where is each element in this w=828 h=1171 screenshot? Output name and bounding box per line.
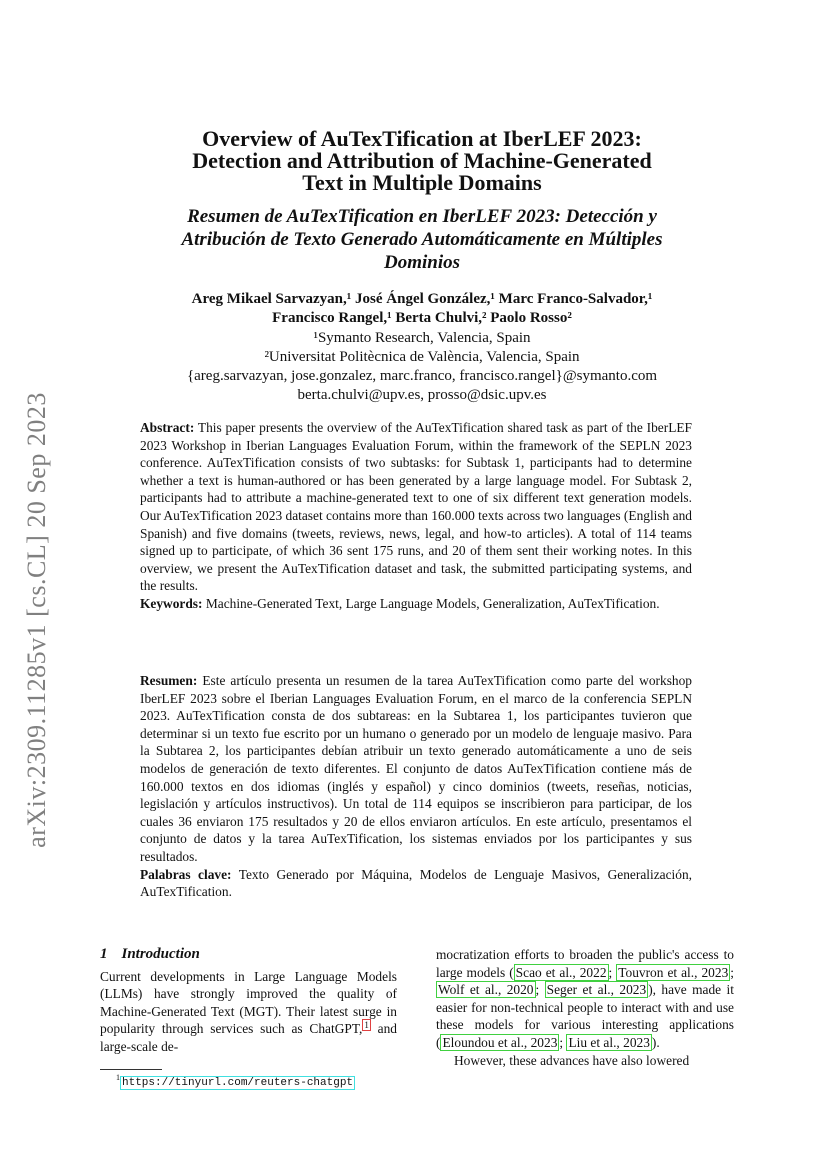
paper-subtitle bbox=[100, 205, 744, 274]
footnote-rule bbox=[100, 1069, 162, 1070]
palabras-clave-label: Palabras clave: bbox=[140, 866, 232, 882]
arxiv-sidebar bbox=[0, 0, 70, 1171]
abstract-label: Abstract: bbox=[140, 420, 195, 435]
intro-text: However, these advances have also lowered bbox=[454, 1052, 690, 1068]
email-line: {areg.sarvazyan, jose.gonzalez, marc.franco, francisco.rangel}@symanto.com bbox=[186, 368, 658, 384]
section-heading bbox=[100, 946, 397, 964]
abstract-block bbox=[140, 419, 692, 613]
resumen-block bbox=[140, 672, 692, 901]
intro-text: ), have made it easier for non-technical people to interact with and use these models for various interesting applications ( bbox=[436, 982, 734, 1050]
title-line: Detection and Attribution of Machine-Generated bbox=[192, 148, 652, 173]
footnote-mark: 1 bbox=[116, 1073, 120, 1082]
intro-left-column bbox=[100, 946, 397, 1056]
citation-link[interactable]: Touvron et al., 2023 bbox=[618, 964, 729, 980]
citation-link[interactable]: Wolf et al., 2020 bbox=[438, 982, 534, 998]
section-title: Introduction bbox=[121, 946, 200, 962]
intro-text: Current developments in Large Language Models (LLMs) have strongly improved the quality of Machine-Generated Text (MGT). Their latest surge in popularity through services such as ChatGPT, bbox=[100, 968, 397, 1037]
affiliations bbox=[100, 329, 744, 405]
arxiv-identifier: arXiv:2309.11285v1 [cs.CL] 20 Sep 2023 bbox=[22, 392, 51, 848]
authors-line: Areg Mikael Sarvazyan,¹ José Ángel González,¹ Marc Franco-Salvador,¹ bbox=[191, 291, 653, 307]
citation-link[interactable]: Seger et al., 2023 bbox=[546, 982, 647, 998]
author-list bbox=[100, 290, 744, 328]
resumen-label: Resumen: bbox=[140, 673, 198, 688]
citation-link[interactable]: Eloundou et al., 2023 bbox=[442, 1034, 558, 1050]
paper-title bbox=[100, 128, 744, 194]
subtitle-line: Dominios bbox=[383, 252, 461, 273]
affiliation: ¹Symanto Research, Valencia, Spain bbox=[313, 330, 531, 346]
email-line: berta.chulvi@upv.es, prosso@dsic.upv.es bbox=[297, 387, 547, 403]
subtitle-line: Resumen de AuTexTification en IberLEF 2023: Detección y bbox=[187, 206, 657, 227]
keywords-label: Keywords: bbox=[140, 595, 203, 611]
title-line: Text in Multiple Domains bbox=[302, 170, 542, 195]
keywords-text: Machine-Generated Text, Large Language Models, Generalization, AuTexTification. bbox=[205, 595, 660, 611]
abstract-text: This paper presents the overview of the AuTexTification shared task as part of the IberLEF 2023 Workshop in Iberian Languages Evaluation Forum, within the framework of the SEPLN 2023 conference. AuTexTification consists of two subtasks: for Subtask 1, participants had to determine whether a text is human-authored or has been generated by a large language model. For Subtask 2, participants had to attribute a machine-generated text to one of six different text generation models. Our AuTexTification 2023 dataset contains more than 160.000 texts across two languages (English and Spanish) and five domains (tweets, reviews, news, legal, and how-to articles). A total of 114 teams signed up to participate, of which 36 sent 175 runs, and 20 of them sent their working notes. In this overview, we present the AuTexTification dataset and task, the submitted participating systems, and the results. bbox=[140, 420, 693, 594]
affiliation: ²Universitat Politècnica de València, Valencia, Spain bbox=[264, 349, 580, 365]
intro-text-tail: and large-scale de- bbox=[100, 1021, 397, 1054]
authors-line: Francisco Rangel,¹ Berta Chulvi,² Paolo Rosso² bbox=[272, 310, 572, 326]
section-number: 1 bbox=[100, 946, 108, 962]
subtitle-line: Atribución de Texto Generado Automáticamente en Múltiples bbox=[181, 229, 663, 250]
intro-text: mocratization efforts to broaden the public's access to large models ( bbox=[436, 947, 734, 980]
resumen-text: Este artículo presenta un resumen de la tarea AuTexTification como parte del workshop IberLEF 2023 sobre el Iberian Languages Evaluation Forum, en el marco de la conferencia SEPLN 2023. AuTexTification consta de dos subtareas: en la Subtarea 1, los participantes tuvieron que determinar si un texto fue escrito por un humano o generado por un modelo de lenguaje masivo. Para la Subtarea 2, los participantes debían atribuir un texto generado automáticamente a uno de seis modelos de generación de texto diferentes. El conjunto de datos AuTexTification contiene más de 160.000 textos en dos idiomas (inglés y español) y cinco dominios (tweets, reseñas, noticias, legislación y artículos instructivos). Un total de 114 equipos se inscribieron para participar, de los cuales 36 enviaron 175 resultados y 20 de ellos enviaron artículos. En este artículo, presentamos el conjunto de datos y la tarea AuTexTification, los sistemas enviados por los participantes y sus resultados. bbox=[140, 673, 692, 864]
footnote-link[interactable]: 1 bbox=[364, 1019, 369, 1030]
citation-link[interactable]: Scao et al., 2022 bbox=[515, 964, 607, 980]
intro-text: ). bbox=[651, 1034, 660, 1050]
title-line: Overview of AuTexTification at IberLEF 2023: bbox=[202, 126, 642, 151]
intro-right-column: mocratization efforts to broaden the public's access to large models ( Scao et al., 2022 ; Touvron et al., 2023 ; Wolf et al., 2020 ; Seger et al., 2023 ), have made it easier for non-technical people to interact with and use these models for various interesting applications ( Eloundou et al., 2023 ; Liu et al., 2023 ). However, these advances have also lowered bbox=[436, 947, 734, 1068]
palabras-clave-text: Texto Generado por Máquina, Modelos de Lenguaje Masivos, Generalización, AuTexTification. bbox=[140, 866, 692, 900]
footnote bbox=[116, 1073, 355, 1089]
footnote-url-link[interactable]: https://tinyurl.com/reuters-chatgpt bbox=[122, 1076, 354, 1089]
citation-link[interactable]: Liu et al., 2023 bbox=[568, 1034, 650, 1050]
